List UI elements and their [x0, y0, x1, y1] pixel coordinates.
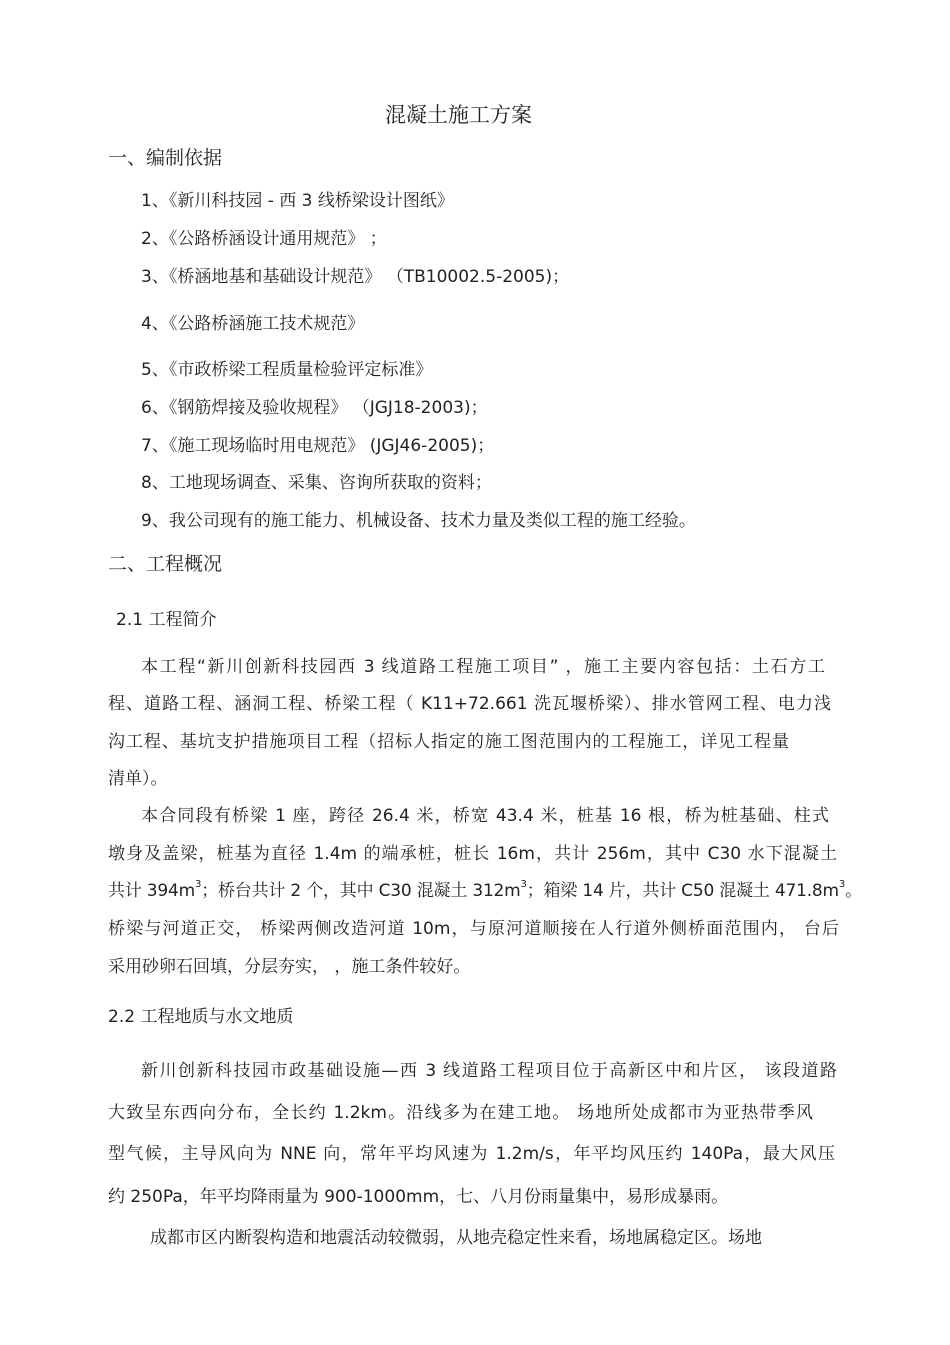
paragraph-line: 大致呈东西向分布，全长约 1.2km。沿线多为在建工地。 场地所处成都市为亚热带季风 — [108, 1103, 813, 1123]
section-heading-basis: 一、编制依据 — [108, 147, 223, 169]
text-run: 共计 394m — [108, 881, 196, 901]
list-item: 9、我公司现有的施工能力、机械设备、技术力量及类似工程的施工经验。 — [141, 511, 696, 531]
paragraph-line: 成都市区内断裂构造和地震活动较微弱，从地壳稳定性来看，场地属稳定区。场地 — [150, 1228, 762, 1248]
list-item: 8、工地现场调查、采集、咨询所获取的资料； — [141, 473, 492, 493]
text-run: ；箱梁 14 片，共计 C50 混凝土 471.8m — [526, 881, 839, 901]
paragraph-line: 新川创新科技园市政基础设施—西 3 线道路工程项目位于高新区中和片区， 该段道路 — [141, 1061, 837, 1081]
text-run: ；桥台共计 2 个，其中 C30 混凝土 312m — [201, 881, 521, 901]
list-item: 6、《钢筋焊接及验收规程》 （JGJ18-2003)； — [141, 398, 488, 418]
list-item: 7、《施工现场临时用电规范》 (JGJ46-2005)； — [141, 436, 495, 456]
paragraph-line: 采用砂卵石回填，分层夯实， ，施工条件较好。 — [108, 957, 471, 977]
section-heading-overview: 二、工程概况 — [108, 553, 223, 575]
paragraph-line: 墩身及盖梁，桩基为直径 1.4m 的端承桩，桩长 16m，共计 256m，其中 C30 水下混凝土 — [108, 844, 837, 864]
subsection-heading-geology: 2.2 工程地质与水文地质 — [108, 1007, 294, 1027]
paragraph-line: 沟工程、基坑支护措施项目工程（招标人指定的施工图范围内的工程施工，详见工程量 — [108, 732, 789, 752]
list-item: 4、《公路桥涵施工技术规范》 — [141, 314, 365, 334]
superscript: 3 — [838, 879, 846, 891]
paragraph-line-with-units — [108, 880, 862, 902]
paragraph-line: 清单）。 — [108, 769, 168, 789]
paragraph-line: 型气候，主导风向为 NNE 向，常年平均风速为 1.2m/s，年平均风压约 140Pa，最大风压 — [108, 1144, 835, 1164]
subsection-heading-intro: 2.1 工程简介 — [116, 610, 217, 630]
paragraph-line: 约 250Pa，年平均降雨量为 900-1000mm，七、八月份雨量集中，易形成暴雨。 — [108, 1187, 729, 1207]
list-item: 3、《桥涵地基和基础设计规范》 （TB10002.5-2005)； — [141, 267, 570, 287]
list-item: 1、《新川科技园 - 西 3 线桥梁设计图纸》 — [141, 191, 454, 211]
superscript: 3 — [195, 879, 202, 891]
list-item: 5、《市政桥梁工程质量检验评定标准》 — [141, 360, 433, 380]
paragraph-line: 本合同段有桥梁 1 座，跨径 26.4 米，桥宽 43.4 米，桩基 16 根，桥为桩基础、柱式 — [141, 806, 829, 826]
paragraph-line: 程、道路工程、涵洞工程、桥梁工程（ K11+72.661 洗瓦堰桥梁）、排水管网工程、电力浅 — [108, 694, 831, 714]
page-title: 混凝土施工方案 — [385, 103, 532, 127]
paragraph-line: 本工程“新川创新科技园西 3 线道路工程施工项目” ，施工主要内容包括：土石方工 — [141, 657, 825, 677]
text-run: 。 — [845, 881, 862, 901]
list-item: 2、《公路桥涵设计通用规范》 ； — [141, 229, 387, 249]
paragraph-line: 桥梁与河道正交， 桥梁两侧改造河道 10m，与原河道顺接在人行道外侧桥面范围内， 台后 — [108, 919, 839, 939]
superscript: 3 — [520, 879, 527, 891]
